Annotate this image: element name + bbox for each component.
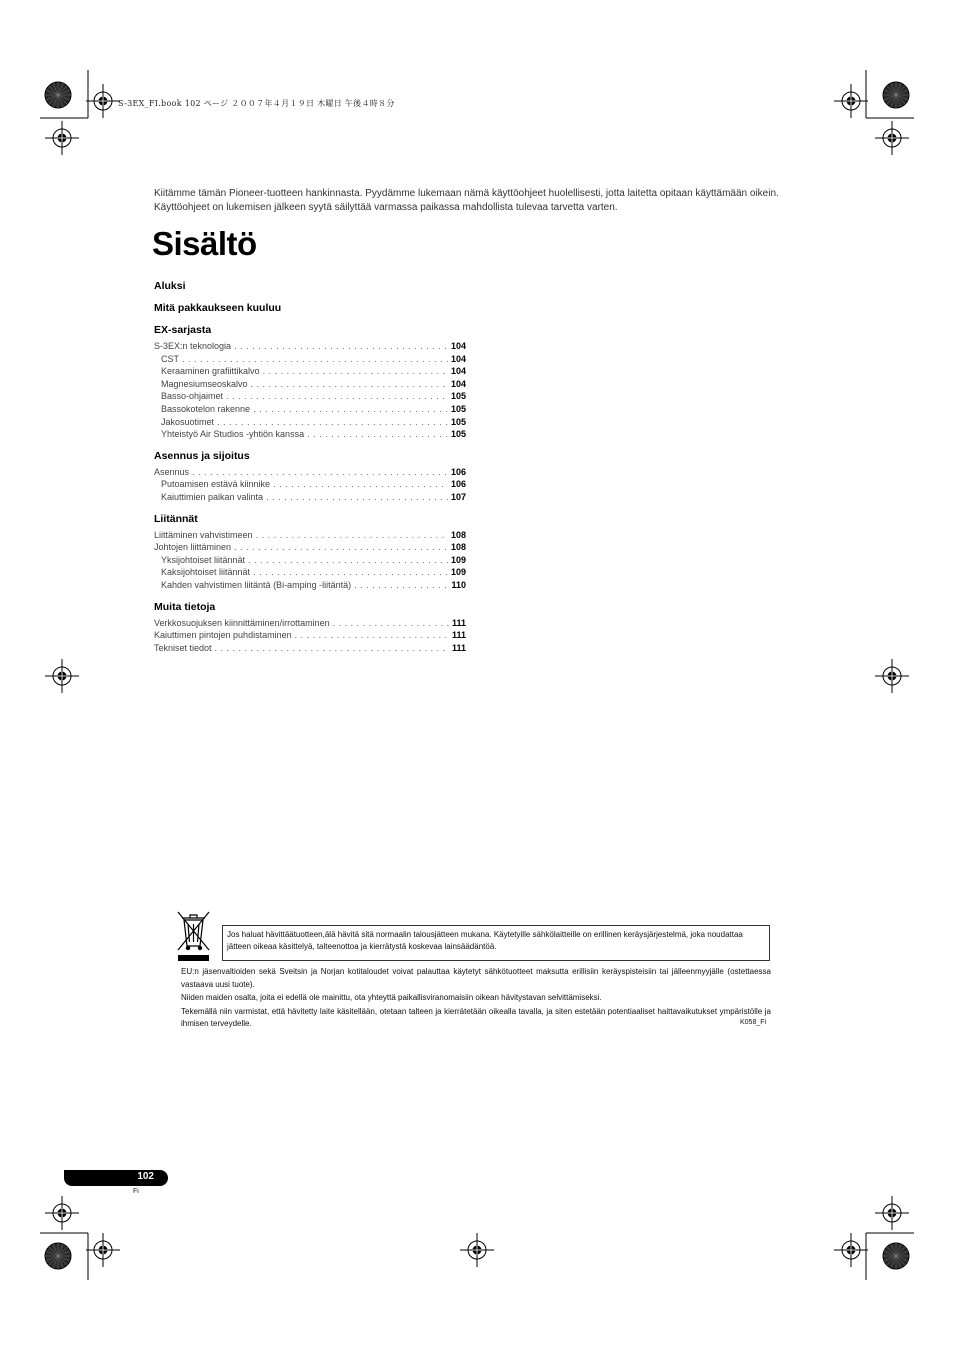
toc-entry[interactable]: Putoamisen estävä kiinnike . . . 106 [154, 478, 466, 491]
notice-code: K058_Fi [740, 1019, 767, 1026]
toc-entry[interactable]: Magnesiumseoskalvo . . . 104 [154, 378, 466, 391]
print-header: S-3EX_FI.book 102 ページ ２００７年４月１９日 木曜日 午後４時８分 [118, 99, 395, 108]
toc-entry[interactable]: Johtojen liittäminen . . . 108 [154, 541, 466, 554]
crossed-bin-icon [176, 910, 211, 962]
toc-entry[interactable]: Kaksijohtoiset liitännät . . . 109 [154, 566, 466, 579]
toc-section-aluksi [154, 280, 466, 293]
page-language: Fi [133, 1188, 139, 1195]
toc-entry[interactable]: Tekniset tiedot . . . 111 [154, 642, 466, 655]
toc-entry[interactable]: Kaiuttimien paikan valinta . . . 107 [154, 491, 466, 504]
toc-entry[interactable]: Basso-ohjaimet . . . 105 [154, 390, 466, 403]
toc-entry[interactable]: Kaiuttimen pintojen puhdistaminen . . . 111 [154, 629, 466, 642]
toc-entry[interactable]: Verkkosuojuksen kiinnittäminen/irrottaminen . . . 111 [154, 617, 466, 630]
toc-section-asennus [154, 450, 466, 504]
page-number: 102 [137, 1171, 154, 1182]
toc-section-liitannat [154, 513, 466, 592]
toc-heading[interactable]: Asennus ja sijoitus [154, 449, 250, 462]
toc-entry[interactable]: Bassokotelon rakenne . . . 105 [154, 403, 466, 416]
toc-heading[interactable]: Aluksi [154, 280, 186, 292]
page-title: Sisältö [152, 225, 257, 262]
toc-entry[interactable]: Yhteistyö Air Studios -yhtiön kanssa . . . 105 [154, 428, 466, 441]
weee-notice-box: Jos haluat hävittäätuotteen,älä hävitä sitä normaalin talousjätteen mukana. Käytetyille sähkölaitteille on erillinen keräysjärjestelmä, joka noudattaa jätteen oikeaa käsittelyä, talteenottoa ja kierrätystä koskevaa lainsäädäntöä. [222, 925, 770, 961]
intro-paragraph: Kiitämme tämän Pioneer-tuotteen hankinnasta. Pyydämme lukemaan nämä käyttöohjeet huolellisesti, jotta laitetta opitaan käyttämään oikein. Käyttöohjeet on lukemisen jälkeen syytä säilyttää varmassa paikassa mahdollista tulevaa tarvetta varten. [154, 188, 779, 213]
table-of-contents [154, 280, 466, 663]
toc-heading[interactable]: Mitä pakkaukseen kuuluu [154, 302, 282, 314]
toc-section-ex [154, 324, 466, 441]
toc-entry[interactable]: Liittäminen vahvistimeen . . . 108 [154, 529, 466, 542]
toc-entry[interactable]: Asennus . . . 106 [154, 466, 466, 479]
toc-entry[interactable]: Jakosuotimet . . . 105 [154, 416, 466, 429]
toc-entry[interactable]: Keraaminen grafiittikalvo . . . 104 [154, 365, 466, 378]
toc-entry[interactable]: Kahden vahvistimen liitäntä (Bi-amping -liitäntä) . . . 110 [154, 579, 466, 592]
toc-entry[interactable]: S-3EX:n teknologia . . . 104 [154, 340, 466, 353]
weee-paragraph: Tekemällä niin varmistat, että hävitetty laite käsitellään, otetaan talteen ja kierrätetään oikealla tavalla, ja siten estetään potentiaaliset haittavaikutukset ympäristölle ja ihmisen terveydelle. [181, 1006, 771, 1028]
toc-heading[interactable]: EX-sarjasta [154, 324, 212, 336]
toc-entry[interactable]: CST . . . 104 [154, 353, 466, 366]
toc-entry[interactable]: Yksijohtoiset liitännät . . . 109 [154, 554, 466, 567]
weee-paragraph: Niiden maiden osalta, joita ei edellä ole mainittu, ota yhteyttä paikallisviranomaisiin oikean hävitystavan selvittämiseksi. [181, 993, 602, 1002]
page-number-badge [64, 1170, 168, 1186]
toc-section-mita [154, 302, 466, 315]
toc-section-muita [154, 601, 466, 655]
weee-paragraph: EU:n jäsenvaltioiden sekä Sveitsin ja Norjan kotitaloudet voivat palauttaa käytetyt sähkötuotteet maksutta erillisiin keräyspisteisiin tai jälleenmyyjälle (ostettaessa vastaava uusi tuote). [181, 967, 771, 989]
toc-heading[interactable]: Muita tietoja [154, 600, 216, 613]
weee-notice-text [181, 966, 771, 1032]
toc-heading[interactable]: Liitännät [154, 512, 198, 525]
